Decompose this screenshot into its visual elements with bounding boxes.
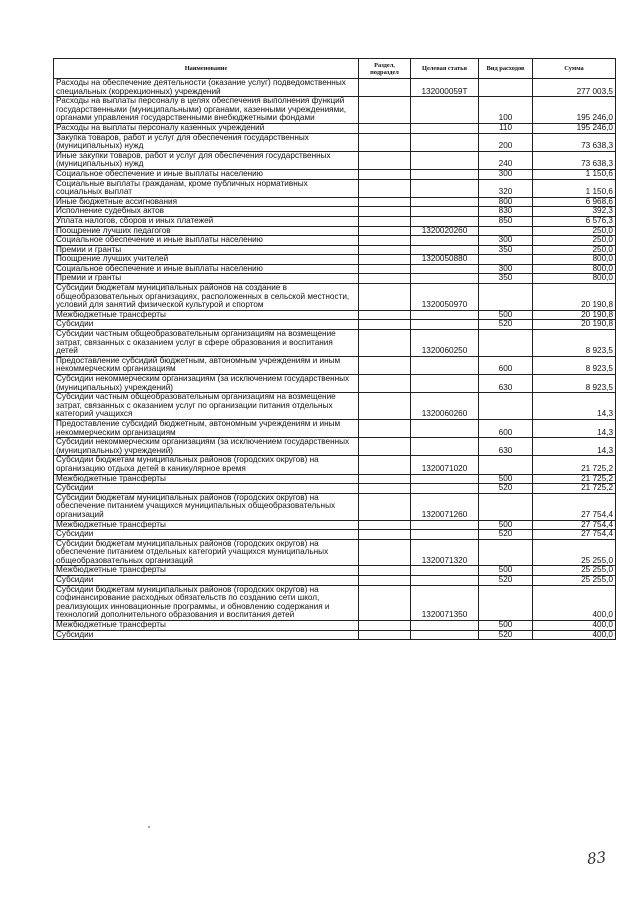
cell-name: Расходы на выплаты персоналу казенных учреждений	[54, 123, 359, 133]
cell-sum: 250,0	[533, 245, 616, 255]
table-row	[54, 585, 616, 620]
cell-sum: 6 968,6	[533, 197, 616, 207]
cell-section	[359, 419, 411, 437]
table-body	[54, 79, 616, 640]
cell-sum: 195 246,0	[533, 97, 616, 124]
header-name: Наименование	[54, 59, 359, 79]
cell-name: Иные закупки товаров, работ и услуг для обеспечения государственных (муниципальных) нужд	[54, 151, 359, 169]
cell-name: Предоставление субсидий бюджетным, автономным учреждениям и иным некоммерческим организациям	[54, 419, 359, 437]
cell-name: Предоставление субсидий бюджетным, автономным учреждениям и иным некоммерческим организациям	[54, 356, 359, 374]
cell-name: Субсидии бюджетам муниципальных районов (городских округов) на софинансирование расходных обязательств по созданию сети школ, реализующих инновационные программы, и обновлению содержания и технологий дополнительного образования и воспитания детей	[54, 585, 359, 620]
table-row	[54, 264, 616, 274]
cell-target: 1320071350	[411, 585, 479, 620]
cell-section	[359, 216, 411, 226]
cell-section	[359, 539, 411, 566]
cell-section	[359, 207, 411, 217]
cell-sum: 195 246,0	[533, 123, 616, 133]
cell-type	[479, 539, 533, 566]
table-row	[54, 438, 616, 456]
cell-section	[359, 97, 411, 124]
header-target: Целевая статья	[411, 59, 479, 79]
cell-section	[359, 474, 411, 484]
cell-type: 850	[479, 216, 533, 226]
cell-target: 1320060260	[411, 393, 479, 420]
cell-type: 100	[479, 97, 533, 124]
cell-sum: 20 190,8	[533, 284, 616, 311]
cell-name: Субсидии бюджетам муниципальных районов (городских округов) на обеспечение питанием отдельных категорий учащихся муниципальных общеобразовательных организаций	[54, 539, 359, 566]
cell-target	[411, 179, 479, 197]
table-row	[54, 123, 616, 133]
cell-section	[359, 393, 411, 420]
table-row	[54, 216, 616, 226]
cell-sum: 25 255,0	[533, 566, 616, 576]
cell-target	[411, 375, 479, 393]
cell-section	[359, 310, 411, 320]
cell-type: 520	[479, 630, 533, 640]
table-row	[54, 393, 616, 420]
cell-target	[411, 621, 479, 631]
cell-sum: 800,0	[533, 264, 616, 274]
cell-sum: 14,3	[533, 419, 616, 437]
cell-sum: 73 638,3	[533, 133, 616, 151]
cell-sum: 20 190,8	[533, 310, 616, 320]
cell-section	[359, 284, 411, 311]
cell-name: Субсидии частным общеобразовательным организациям на возмещение затрат, связанных с оказанием услуг в сфере образования и воспитания детей	[54, 330, 359, 357]
cell-name: Субсидии	[54, 320, 359, 330]
cell-sum: 21 725,2	[533, 456, 616, 474]
cell-section	[359, 630, 411, 640]
cell-section	[359, 576, 411, 586]
cell-target: 132000059Т	[411, 79, 479, 97]
cell-section	[359, 456, 411, 474]
cell-section	[359, 375, 411, 393]
cell-target: 1320071020	[411, 456, 479, 474]
cell-sum: 400,0	[533, 585, 616, 620]
cell-section	[359, 123, 411, 133]
cell-name: Закупка товаров, работ и услуг для обеспечения государственных (муниципальных) нужд	[54, 133, 359, 151]
cell-sum: 25 255,0	[533, 539, 616, 566]
cell-name: Социальное обеспечение и иные выплаты населению	[54, 264, 359, 274]
table-row	[54, 330, 616, 357]
cell-target	[411, 484, 479, 494]
cell-name: Межбюджетные трансферты	[54, 310, 359, 320]
cell-type: 520	[479, 484, 533, 494]
cell-section	[359, 133, 411, 151]
cell-section	[359, 264, 411, 274]
table-row	[54, 539, 616, 566]
cell-type: 350	[479, 274, 533, 284]
cell-type: 600	[479, 419, 533, 437]
cell-sum: 14,3	[533, 393, 616, 420]
cell-type: 200	[479, 133, 533, 151]
cell-target	[411, 630, 479, 640]
cell-target	[411, 169, 479, 179]
cell-sum: 21 725,2	[533, 484, 616, 494]
cell-name: Социальные выплаты гражданам, кроме публичных нормативных социальных выплат	[54, 179, 359, 197]
cell-type: 320	[479, 179, 533, 197]
table-row	[54, 484, 616, 494]
cell-name: Субсидии	[54, 576, 359, 586]
cell-name: Межбюджетные трансферты	[54, 566, 359, 576]
cell-sum: 250,0	[533, 236, 616, 246]
cell-section	[359, 621, 411, 631]
cell-sum: 277 003,5	[533, 79, 616, 97]
cell-name: Уплата налогов, сборов и иных платежей	[54, 216, 359, 226]
cell-target	[411, 530, 479, 540]
cell-sum: 27 754,4	[533, 530, 616, 540]
cell-type	[479, 79, 533, 97]
cell-name: Субсидии	[54, 484, 359, 494]
cell-name: Межбюджетные трансферты	[54, 621, 359, 631]
cell-sum: 27 754,4	[533, 493, 616, 520]
cell-section	[359, 356, 411, 374]
cell-name: Социальное обеспечение и иные выплаты населению	[54, 169, 359, 179]
cell-type: 300	[479, 236, 533, 246]
cell-type: 630	[479, 375, 533, 393]
table-row	[54, 375, 616, 393]
table-row	[54, 520, 616, 530]
cell-section	[359, 197, 411, 207]
cell-sum: 8 923,5	[533, 356, 616, 374]
cell-target	[411, 97, 479, 124]
table-row	[54, 419, 616, 437]
cell-target	[411, 576, 479, 586]
table-row	[54, 621, 616, 631]
cell-sum: 400,0	[533, 621, 616, 631]
cell-target	[411, 356, 479, 374]
cell-target	[411, 320, 479, 330]
cell-type: 520	[479, 576, 533, 586]
cell-name: Поощрение лучших педагогов	[54, 226, 359, 236]
cell-type: 500	[479, 474, 533, 484]
cell-name: Премии и гранты	[54, 245, 359, 255]
cell-target: 1320020260	[411, 226, 479, 236]
cell-target: 1320060250	[411, 330, 479, 357]
cell-target	[411, 133, 479, 151]
table-row	[54, 630, 616, 640]
cell-type	[479, 393, 533, 420]
table-row	[54, 493, 616, 520]
cell-target	[411, 236, 479, 246]
cell-type	[479, 330, 533, 357]
cell-target	[411, 274, 479, 284]
cell-type: 500	[479, 520, 533, 530]
table-row	[54, 97, 616, 124]
table-row	[54, 151, 616, 169]
cell-section	[359, 330, 411, 357]
cell-target	[411, 419, 479, 437]
cell-section	[359, 566, 411, 576]
cell-sum: 8 923,5	[533, 375, 616, 393]
cell-section	[359, 274, 411, 284]
cell-section	[359, 226, 411, 236]
cell-target	[411, 310, 479, 320]
cell-sum: 21 725,2	[533, 474, 616, 484]
cell-section	[359, 484, 411, 494]
header-type: Вид расходов	[479, 59, 533, 79]
cell-section	[359, 151, 411, 169]
table-row	[54, 566, 616, 576]
cell-sum: 14,3	[533, 438, 616, 456]
scan-speck	[148, 826, 150, 828]
table-row	[54, 133, 616, 151]
cell-sum: 6 576,3	[533, 216, 616, 226]
cell-type: 300	[479, 264, 533, 274]
cell-type	[479, 284, 533, 311]
cell-target: 1320071320	[411, 539, 479, 566]
cell-name: Поощрение лучших учителей	[54, 255, 359, 265]
cell-target	[411, 474, 479, 484]
cell-sum: 800,0	[533, 274, 616, 284]
cell-target	[411, 151, 479, 169]
header-sum: Сумма	[533, 59, 616, 79]
cell-sum: 27 754,4	[533, 520, 616, 530]
table-header-row	[54, 59, 616, 79]
cell-type: 110	[479, 123, 533, 133]
cell-section	[359, 179, 411, 197]
cell-type: 500	[479, 310, 533, 320]
cell-type	[479, 493, 533, 520]
cell-section	[359, 236, 411, 246]
cell-target	[411, 197, 479, 207]
table-row	[54, 79, 616, 97]
cell-type: 600	[479, 356, 533, 374]
cell-type: 240	[479, 151, 533, 169]
page-number: 83	[586, 848, 607, 868]
cell-sum: 392,3	[533, 207, 616, 217]
cell-type: 520	[479, 530, 533, 540]
cell-section	[359, 79, 411, 97]
cell-section	[359, 493, 411, 520]
cell-sum: 800,0	[533, 255, 616, 265]
cell-type: 500	[479, 566, 533, 576]
cell-name: Субсидии частным общеобразовательным организациям на возмещение затрат, связанных с оказанием услуг по организации питания отдельных категорий учащихся	[54, 393, 359, 420]
cell-name: Расходы на обеспечение деятельности (оказание услуг) подведомственных специальных (коррекционных) учреждений	[54, 79, 359, 97]
table-row	[54, 576, 616, 586]
cell-sum: 20 190,8	[533, 320, 616, 330]
cell-sum: 400,0	[533, 630, 616, 640]
cell-sum: 1 150,6	[533, 179, 616, 197]
table-row	[54, 456, 616, 474]
table-row	[54, 284, 616, 311]
cell-section	[359, 255, 411, 265]
cell-type: 630	[479, 438, 533, 456]
cell-name: Субсидии	[54, 630, 359, 640]
cell-target: 1320050970	[411, 284, 479, 311]
cell-name: Иные бюджетные ассигнования	[54, 197, 359, 207]
table-row	[54, 474, 616, 484]
cell-section	[359, 245, 411, 255]
cell-sum: 73 638,3	[533, 151, 616, 169]
cell-type: 300	[479, 169, 533, 179]
cell-section	[359, 438, 411, 456]
cell-section	[359, 585, 411, 620]
cell-target	[411, 123, 479, 133]
cell-target	[411, 566, 479, 576]
cell-type	[479, 585, 533, 620]
cell-name: Межбюджетные трансферты	[54, 474, 359, 484]
table-row	[54, 207, 616, 217]
table-row	[54, 255, 616, 265]
cell-target: 1320050880	[411, 255, 479, 265]
cell-sum: 250,0	[533, 226, 616, 236]
table-row	[54, 310, 616, 320]
cell-section	[359, 320, 411, 330]
cell-sum: 25 255,0	[533, 576, 616, 586]
table-row	[54, 530, 616, 540]
cell-section	[359, 169, 411, 179]
header-section: Раздел, подраздел	[359, 59, 411, 79]
cell-target	[411, 207, 479, 217]
budget-table	[53, 58, 616, 640]
cell-target: 1320071260	[411, 493, 479, 520]
cell-section	[359, 530, 411, 540]
cell-type	[479, 255, 533, 265]
cell-target	[411, 438, 479, 456]
cell-type: 350	[479, 245, 533, 255]
table-row	[54, 356, 616, 374]
cell-target	[411, 216, 479, 226]
cell-type: 520	[479, 320, 533, 330]
cell-name: Премии и гранты	[54, 274, 359, 284]
cell-type: 500	[479, 621, 533, 631]
cell-name: Субсидии бюджетам муниципальных районов на создание в общеобразовательных организациях, расположенных в сельской местности, условий для занятий физической культурой и спортом	[54, 284, 359, 311]
cell-sum: 1 150,6	[533, 169, 616, 179]
cell-section	[359, 520, 411, 530]
table-row	[54, 236, 616, 246]
cell-name: Исполнение судебных актов	[54, 207, 359, 217]
cell-name: Социальное обеспечение и иные выплаты населению	[54, 236, 359, 246]
cell-name: Расходы на выплаты персоналу в целях обеспечения выполнения функций государственными (муниципальными) органами, казенными учреждениями, органами управления государственными внебюджетными фондами	[54, 97, 359, 124]
cell-name: Субсидии бюджетам муниципальных районов (городских округов) на обеспечение питанием учащихся муниципальных общеобразовательных организаций	[54, 493, 359, 520]
cell-name: Субсидии некоммерческим организациям (за исключением государственных (муниципальных) учреждений)	[54, 438, 359, 456]
cell-target	[411, 520, 479, 530]
cell-name: Субсидии некоммерческим организациям (за исключением государственных (муниципальных) учреждений)	[54, 375, 359, 393]
cell-type: 800	[479, 197, 533, 207]
cell-sum: 8 923,5	[533, 330, 616, 357]
cell-target	[411, 264, 479, 274]
cell-type: 830	[479, 207, 533, 217]
table-row	[54, 179, 616, 197]
table-row	[54, 169, 616, 179]
cell-name: Межбюджетные трансферты	[54, 520, 359, 530]
cell-name: Субсидии бюджетам муниципальных районов (городских округов) на организацию отдыха детей в каникулярное время	[54, 456, 359, 474]
cell-type	[479, 456, 533, 474]
cell-name: Субсидии	[54, 530, 359, 540]
